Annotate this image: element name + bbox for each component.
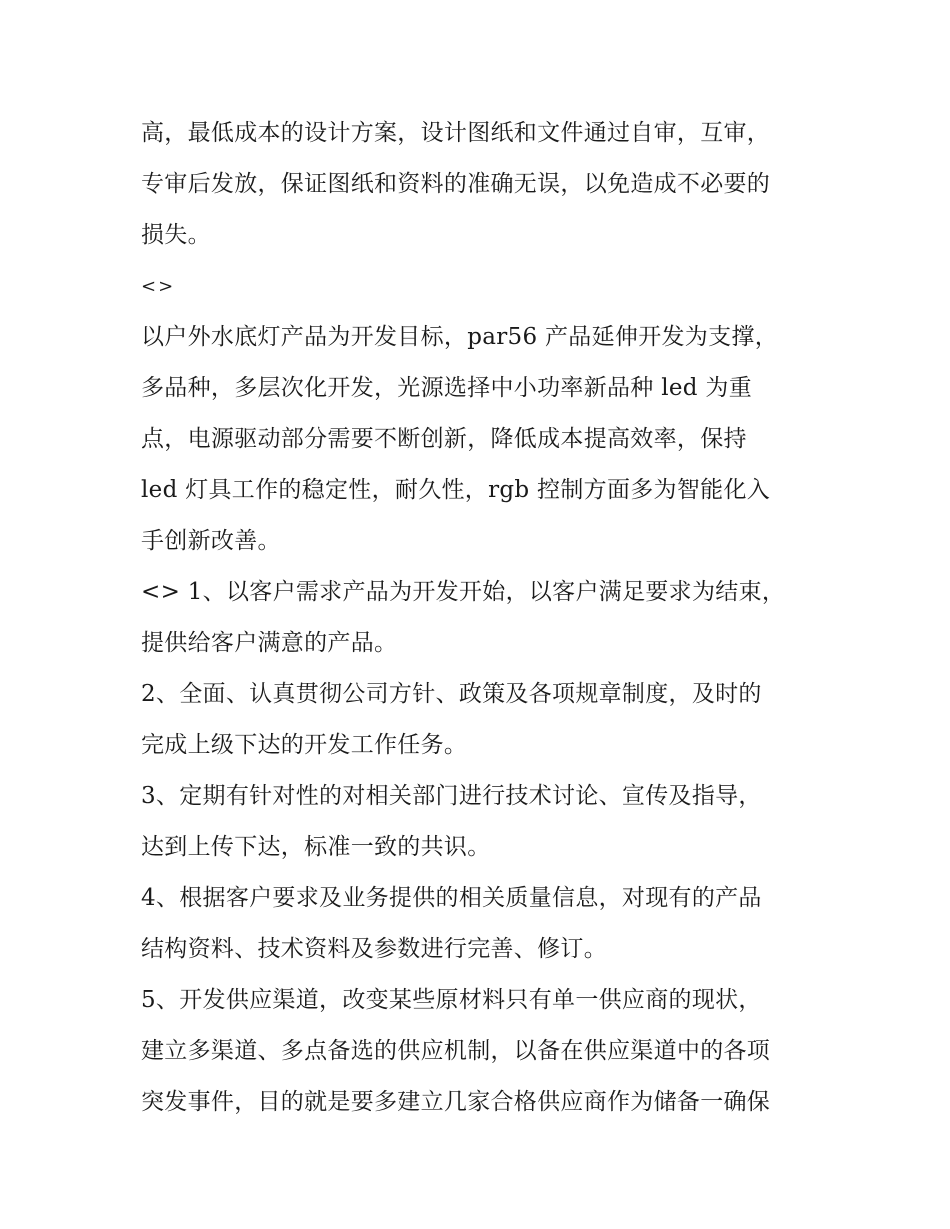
text-line: 突发事件，目的就是要多建立几家合格供应商作为储备一确保 <box>141 1089 771 1115</box>
text-line: 结构资料、技术资料及参数进行完善、修订。 <box>141 936 607 962</box>
text-line: 达到上传下达，标准一致的共识。 <box>141 834 491 860</box>
text-line: 以户外水底灯产品为开发目标，par56 产品延伸开发为支撑， <box>141 324 779 350</box>
text-line: 建立多渠道、多点备选的供应机制，以备在供应渠道中的各项 <box>141 1038 771 1064</box>
text-line: 完成上级下达的开发工作任务。 <box>141 732 468 758</box>
text-line: 手创新改善。 <box>141 528 281 554</box>
text-line: 提供给客户满意的产品。 <box>141 630 398 656</box>
section-marker: <> <box>141 276 176 297</box>
text-line: 损失。 <box>141 222 211 248</box>
document-body <box>141 108 831 1128</box>
list-item-5: 5、开发供应渠道，改变某些原材料只有单一供应商的现状， <box>141 987 762 1013</box>
list-item-4: 4、根据客户要求及业务提供的相关质量信息，对现有的产品 <box>141 885 762 911</box>
text-line: 专审后发放，保证图纸和资料的准确无误，以免造成不必要的 <box>141 171 771 197</box>
list-item-2: 2、全面、认真贯彻公司方针、政策及各项规章制度，及时的 <box>141 681 762 707</box>
list-item-1: <> 1、以客户需求产品为开发开始，以客户满足要求为结束， <box>141 579 786 605</box>
list-item-3: 3、定期有针对性的对相关部门进行技术讨论、宣传及指导， <box>141 783 762 809</box>
text-line: led 灯具工作的稳定性，耐久性，rgb 控制方面多为智能化入 <box>141 477 771 503</box>
text-line: 多品种，多层次化开发，光源选择中小功率新品种 led 为重 <box>141 375 753 401</box>
text-line: 点，电源驱动部分需要不断创新，降低成本提高效率，保持 <box>141 426 747 452</box>
text-line: 高，最低成本的设计方案，设计图纸和文件通过自审，互审， <box>141 120 771 146</box>
